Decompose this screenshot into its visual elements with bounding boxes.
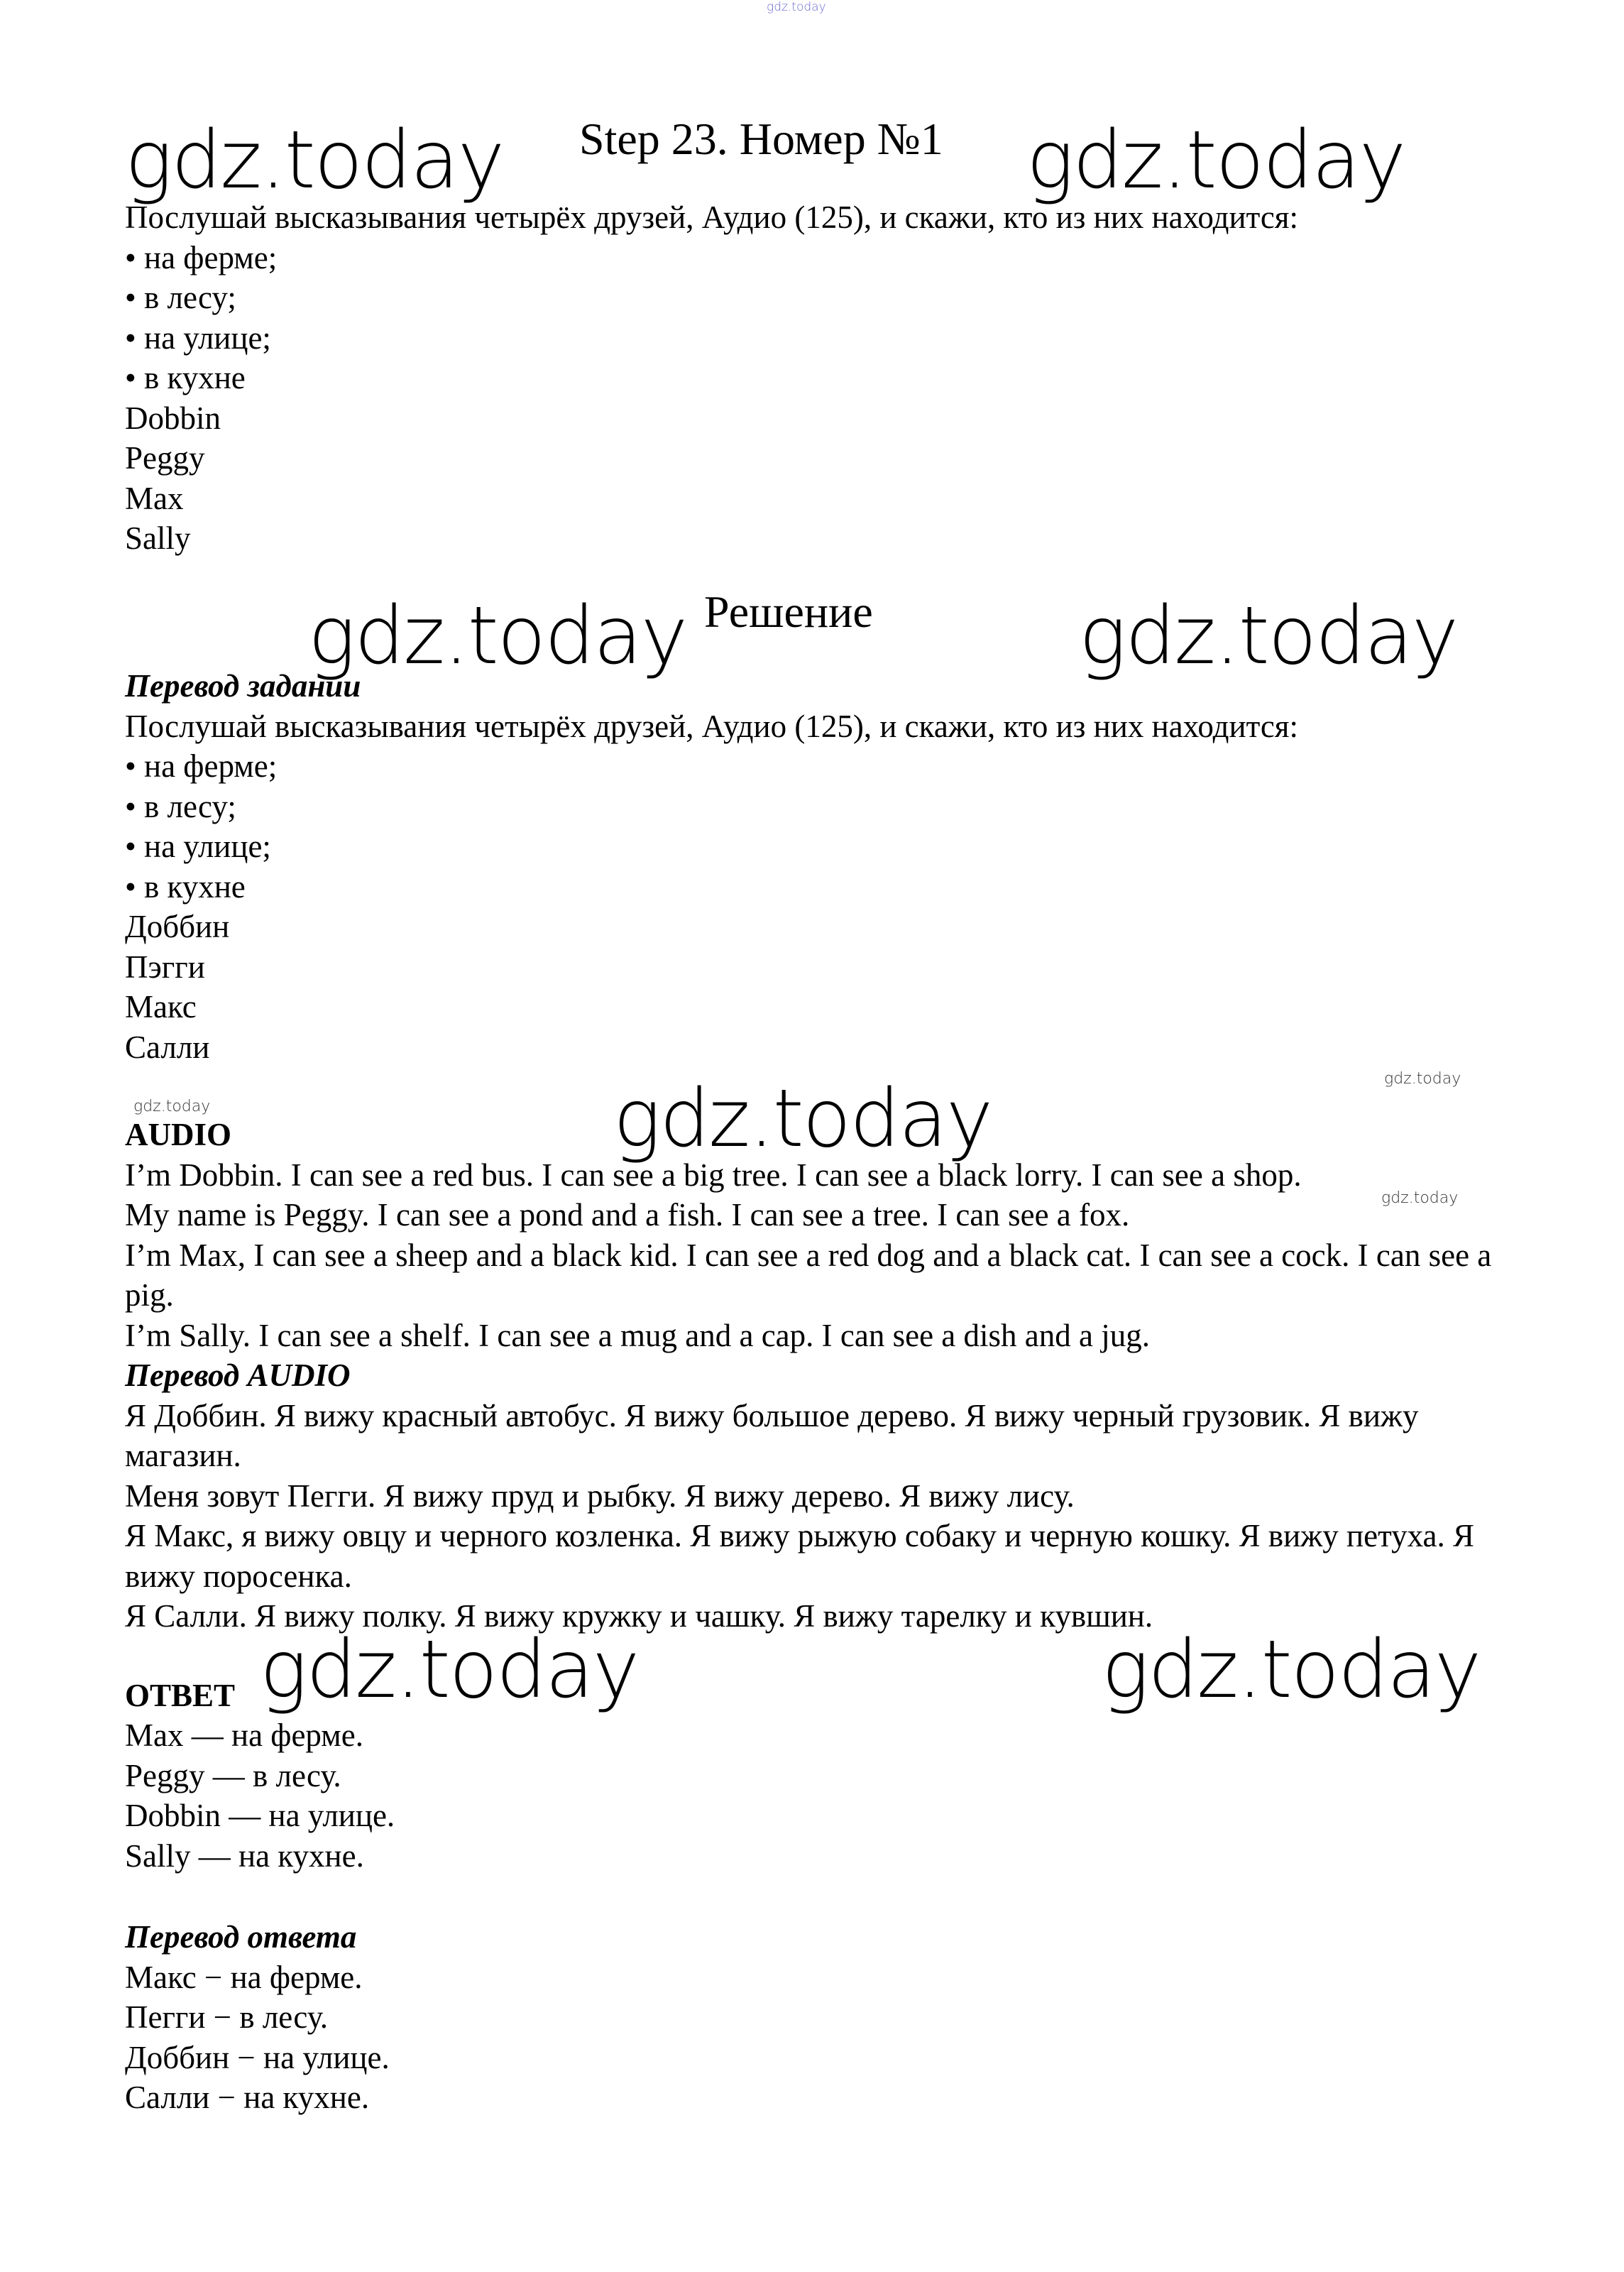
- answer-translation-section: [125, 1917, 1516, 2118]
- task-section: [125, 197, 1516, 559]
- audio-translation-line: Я Салли. Я вижу полку. Я вижу кружку и чашку. Я вижу тарелку и кувшин.: [125, 1598, 1153, 1634]
- task-translation-intro: Послушай высказывания четырёх друзей, Аудио (125), и скажи, кто из них находится:: [125, 708, 1299, 744]
- task-name: Dobbin: [125, 400, 221, 436]
- answer-translation-line: Макс − на ферме.: [125, 1959, 363, 1995]
- audio-translation-line: Меня зовут Пегги. Я вижу пруд и рыбку. Я вижу дерево. Я вижу лису.: [125, 1478, 1075, 1514]
- answer-section: [125, 1715, 1516, 1876]
- audio-line: I’m Sally. I can see a shelf. I can see a mug and a cap. I can see a dish and a jug.: [125, 1317, 1150, 1353]
- answer-translation-line: Салли − на кухне.: [125, 2080, 370, 2115]
- task-intro: Послушай высказывания четырёх друзей, Аудио (125), и скажи, кто из них находится:: [125, 200, 1299, 235]
- answer-translation-heading: Перевод ответа: [125, 1919, 357, 1955]
- answer-heading: ОТВЕТ: [125, 1678, 236, 1713]
- answer-translation-line: Доббин − на улице.: [125, 2039, 390, 2075]
- solution-heading: Решение: [704, 586, 873, 637]
- answer-translation-line: Пегги − в лесу.: [125, 1999, 329, 2035]
- watermark: gdz.today: [260, 1624, 639, 1716]
- watermark: gdz.today: [1079, 590, 1458, 682]
- task-translation-name: Доббин: [125, 909, 230, 944]
- answer-line: Max — на ферме.: [125, 1717, 363, 1753]
- task-name: Sally: [125, 520, 191, 556]
- page-title: Step 23. Номер №1: [579, 114, 943, 164]
- answer-line: Sally — на кухне.: [125, 1837, 364, 1874]
- watermark-small: gdz.today: [1384, 1070, 1461, 1088]
- task-translation-place: • на ферме;: [125, 748, 278, 784]
- task-translation-name: Макс: [125, 989, 197, 1025]
- audio-translation-line: Я Макс, я вижу овцу и черного козленка. Я вижу рыжую собаку и черную кошку. Я вижу петуха. Я вижу поросенка.: [125, 1518, 1475, 1594]
- task-translation-section: [125, 666, 1516, 1067]
- audio-translation-heading: Перевод AUDIO: [125, 1358, 351, 1393]
- answer-line: Dobbin — на улице.: [125, 1798, 395, 1833]
- task-translation-name: Пэгги: [125, 949, 205, 985]
- task-place: • в лесу;: [125, 280, 236, 315]
- task-translation-name: Салли: [125, 1029, 210, 1065]
- audio-line: My name is Peggy. I can see a pond and a fish. I can see a tree. I can see a fox.: [125, 1197, 1130, 1233]
- watermark: gdz.today: [1026, 114, 1405, 207]
- audio-line: I’m Max, I can see a sheep and a black kid. I can see a red dog and a black cat. I can see a cock. I can see a pig.: [125, 1237, 1492, 1313]
- task-place: • в кухне: [125, 360, 246, 395]
- task-place: • на ферме;: [125, 239, 278, 275]
- audio-translation-line: Я Доббин. Я вижу красный автобус. Я вижу большое дерево. Я вижу черный грузовик. Я вижу магазин.: [125, 1397, 1419, 1473]
- watermark: gdz.today: [125, 114, 504, 207]
- watermark-small: gdz.today: [133, 1098, 211, 1115]
- audio-line: I’m Dobbin. I can see a red bus. I can see a big tree. I can see a black lorry. I can see a shop.: [125, 1157, 1302, 1193]
- audio-heading: AUDIO: [125, 1117, 232, 1152]
- watermark-small: gdz.today: [1381, 1189, 1459, 1207]
- watermark: gdz.today: [1102, 1624, 1481, 1716]
- watermark: gdz.today: [613, 1073, 992, 1165]
- audio-section: [125, 1115, 1516, 1637]
- watermark: gdz.today: [308, 590, 687, 682]
- answer-line: Peggy — в лесу.: [125, 1757, 341, 1793]
- task-name: Max: [125, 480, 184, 516]
- task-translation-place: • на улице;: [125, 829, 271, 864]
- task-translation-heading: Перевод задании: [125, 668, 361, 704]
- task-translation-place: • в лесу;: [125, 788, 236, 824]
- task-place: • на улице;: [125, 320, 271, 356]
- task-name: Peggy: [125, 440, 205, 476]
- task-translation-place: • в кухне: [125, 868, 246, 905]
- watermark-top: gdz.today: [767, 0, 826, 14]
